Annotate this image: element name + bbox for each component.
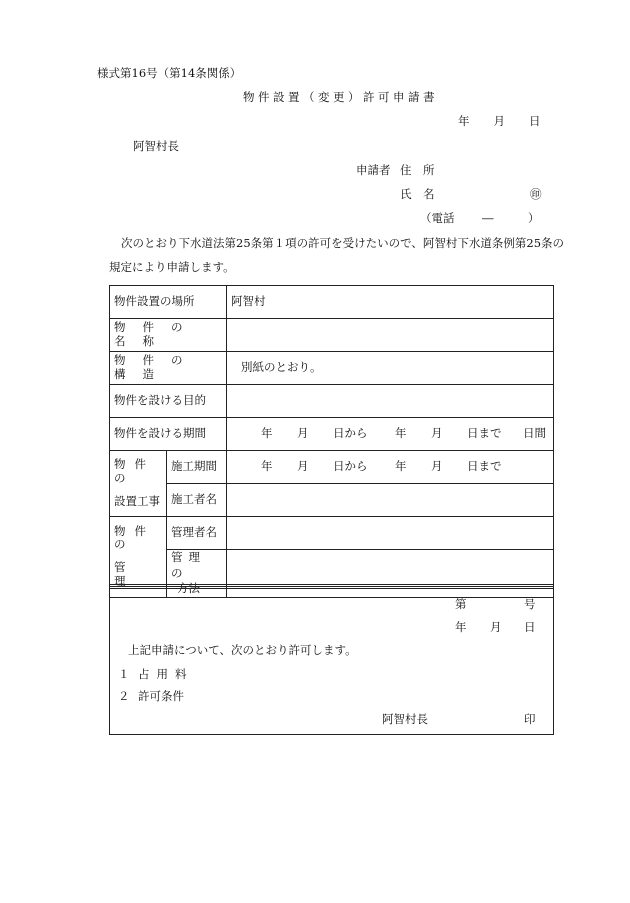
period-year2: 年 — [395, 426, 407, 440]
method-label-line2: 方法 — [177, 581, 200, 596]
manager-label-cell — [167, 517, 227, 550]
permit-item2-number: ２ — [118, 689, 130, 703]
paragraph-line2: 規定により申請します。 — [109, 260, 235, 274]
mgmt-group-line1: 物件の — [114, 523, 155, 552]
period-from: 日から — [333, 426, 368, 440]
cp-year: 年 — [261, 459, 273, 473]
period-label: 物件を設ける期間 — [114, 426, 206, 441]
install-group-cell — [110, 451, 167, 517]
application-table — [109, 285, 554, 598]
structure-label-cell — [110, 352, 227, 385]
location-label: 物件設置の場所 — [114, 294, 195, 309]
date-month: 月 — [493, 114, 505, 128]
structure-value-cell — [227, 352, 554, 385]
contractor-label: 施工者名 — [171, 492, 217, 507]
table-row — [110, 286, 554, 319]
purpose-label: 物件を設ける目的 — [114, 393, 206, 408]
applicant-label: 申請者 — [356, 163, 391, 177]
permit-seal: 印 — [524, 712, 536, 726]
application-date — [458, 116, 541, 128]
permit-item2-label: 許可条件 — [138, 689, 184, 703]
table-row — [110, 517, 554, 550]
cp-month2: 月 — [431, 459, 443, 473]
cp-from: 日から — [333, 459, 368, 473]
table-row — [110, 385, 554, 418]
location-value-cell — [227, 286, 554, 319]
period-days: 日間 — [523, 426, 546, 440]
period-label-cell — [110, 418, 227, 451]
phone-dash: ― — [482, 211, 494, 225]
construction-period-value-cell — [227, 451, 554, 484]
phone-close: ） — [528, 211, 540, 225]
permit-statement: 上記申請について、次のとおり許可します。 — [128, 643, 357, 657]
permit-section — [109, 588, 554, 735]
permit-date-month: 月 — [490, 620, 502, 634]
construction-period-label-cell — [167, 451, 227, 484]
location-label-cell — [110, 286, 227, 319]
table-row — [110, 484, 554, 517]
name-label: 氏 名 — [400, 187, 435, 201]
item-name-label-cell — [110, 319, 227, 352]
manager-label: 管理者名 — [171, 525, 217, 540]
seal-mark: ㊞ — [530, 187, 542, 201]
install-group-line1: 物件の — [114, 457, 155, 486]
period-month2: 月 — [431, 426, 443, 440]
addressee: 阿智村長 — [133, 139, 179, 153]
item-name-label: 物件の名称 — [114, 320, 200, 348]
construction-period-label: 施工期間 — [171, 459, 217, 474]
manager-value-cell — [227, 517, 554, 550]
permit-item1-number: １ — [118, 667, 130, 681]
purpose-label-cell — [110, 385, 227, 418]
period-month: 月 — [297, 426, 309, 440]
cp-month: 月 — [297, 459, 309, 473]
cp-until: 日まで — [467, 459, 502, 473]
structure-label: 物件の構造 — [114, 353, 200, 381]
table-row — [110, 352, 554, 385]
contractor-value-cell — [227, 484, 554, 517]
permit-authority: 阿智村長 — [382, 712, 428, 726]
address-label: 住 所 — [400, 163, 435, 177]
date-year: 年 — [458, 114, 470, 128]
method-label-line1: 管理の — [171, 550, 206, 580]
section-divider — [109, 584, 554, 587]
table-row — [110, 451, 554, 484]
permit-number-prefix: 第 — [455, 597, 467, 611]
mgmt-group-line2: 管理 — [114, 560, 150, 589]
phone-open: （電話 — [420, 211, 455, 225]
date-day: 日 — [529, 114, 541, 128]
cp-year2: 年 — [395, 459, 407, 473]
paragraph-line1: 次のとおり下水道法第25条第１項の許可を受けたいので、阿智村下水道条例第25条の — [121, 236, 565, 250]
permit-date-year: 年 — [455, 620, 467, 634]
item-name-value-cell — [227, 319, 554, 352]
permit-item1-label: 占用料 — [138, 667, 194, 681]
permit-date-day: 日 — [524, 620, 536, 634]
period-year: 年 — [261, 426, 273, 440]
table-row — [110, 319, 554, 352]
document-title: 物件設置（変更）許可申請書 — [243, 90, 438, 104]
period-value-cell — [227, 418, 554, 451]
form-number: 様式第16号（第14条関係） — [97, 66, 242, 80]
table-row — [110, 418, 554, 451]
purpose-value-cell — [227, 385, 554, 418]
install-group-line2: 設置工事 — [114, 493, 160, 508]
period-until: 日まで — [467, 426, 502, 440]
location-value: 阿智村 — [231, 294, 266, 309]
structure-value: 別紙のとおり。 — [241, 360, 322, 375]
contractor-label-cell — [167, 484, 227, 517]
permit-number-suffix: 号 — [524, 597, 536, 611]
